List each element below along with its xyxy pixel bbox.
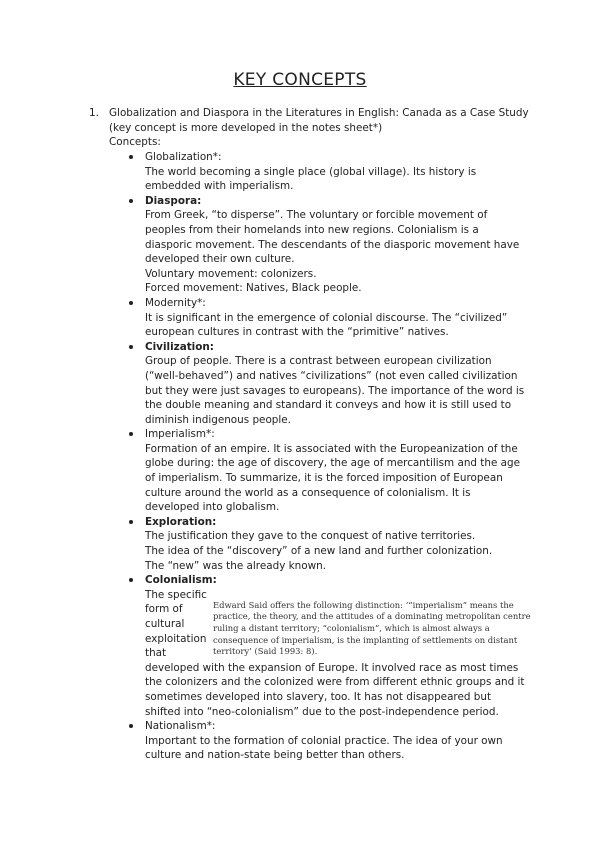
colonialism-text: The specific form of cultural exploitation that developed with the expansion of Europe. It involved race as most times the colonizers and the colonized were from different ethnic groups and it sometimes developed into slavery, too. It has not disappeared but shifted into “neo-colonialism” due to the post-independence period.	[145, 588, 525, 718]
concept-description: Voluntary movement: colonizers.	[145, 267, 317, 280]
concept-nationalism	[127, 719, 527, 763]
concept-imperialism	[127, 427, 527, 515]
item-heading	[109, 106, 529, 150]
concept-globalization	[127, 150, 527, 194]
concept-title: Civilization:	[145, 340, 214, 353]
concept-title: Diaspora:	[145, 194, 202, 207]
concept-title: Colonialism:	[145, 574, 217, 587]
concept-description: The “new” was the already known.	[145, 559, 326, 572]
concept-description: The justification they gave to the conquest of native territories.	[145, 530, 476, 543]
said-quote-excerpt: Edward Said offers the following distinction: ‘“imperialism” means the practice, the theory, and the attitudes of a dominating metropolitan centre ruling a distant territory; “colonialism”, which is almost always a consequence of imperialism, is the implanting of settlements on distant territory’ (Said 1993: 8).	[213, 599, 531, 657]
concept-description: Important to the formation of colonial practice. The idea of your own culture and nation-state being better than others.	[145, 734, 503, 762]
concept-description: The world becoming a single place (global village). Its history is embedded with imperialism.	[145, 165, 477, 193]
item-heading-text: Globalization and Diaspora in the Literatures in English: Canada as a Case Study (key concept is more developed in the notes sheet*)	[109, 107, 529, 134]
concept-description	[145, 588, 531, 719]
concept-title: Nationalism*:	[145, 720, 216, 733]
concept-exploration	[127, 515, 527, 573]
concept-description: The idea of the “discovery” of a new land and further colonization.	[145, 545, 493, 558]
concepts-label: Concepts:	[109, 136, 161, 149]
concept-list	[127, 150, 531, 763]
concept-description: Formation of an empire. It is associated with the Europeanization of the globe during: the age of discovery, the age of mercantilism and the age of imperialism. To summarize, it is the forced imposition of European culture around the world as a consequence of colonialism. It is developed into globalism.	[145, 442, 521, 514]
concept-description: It is significant in the emergence of colonial discourse. The “civilized” european cultures in contrast with the “primitive” natives.	[145, 311, 508, 339]
concept-description: Forced movement: Natives, Black people.	[145, 282, 362, 295]
concept-title: Globalization*:	[145, 151, 222, 163]
concept-modernity	[127, 296, 527, 340]
concept-title: Exploration:	[145, 515, 217, 528]
concept-colonialism	[127, 573, 531, 719]
concept-title: Imperialism*:	[145, 428, 215, 441]
concept-description: Group of people. There is a contrast between european civilization (“well-behaved”) and natives “civilizations” (not even called civilization but they were just savages to europeans). The importance of the word is the double meaning and standard it conveys and how it is still used to diminish indigenous people.	[145, 355, 525, 426]
page-title: KEY CONCEPTS	[233, 70, 367, 90]
list-number: 1.	[89, 107, 99, 119]
concept-description: From Greek, “to disperse”. The voluntary or forcible movement of peoples from their homelands into new regions. Colonialism is a diasporic movement. The descendants of the diasporic movement have developed their own culture.	[145, 209, 520, 266]
concept-diaspora	[127, 194, 527, 296]
concept-title: Modernity*:	[145, 296, 206, 309]
concept-civilization	[127, 340, 527, 428]
